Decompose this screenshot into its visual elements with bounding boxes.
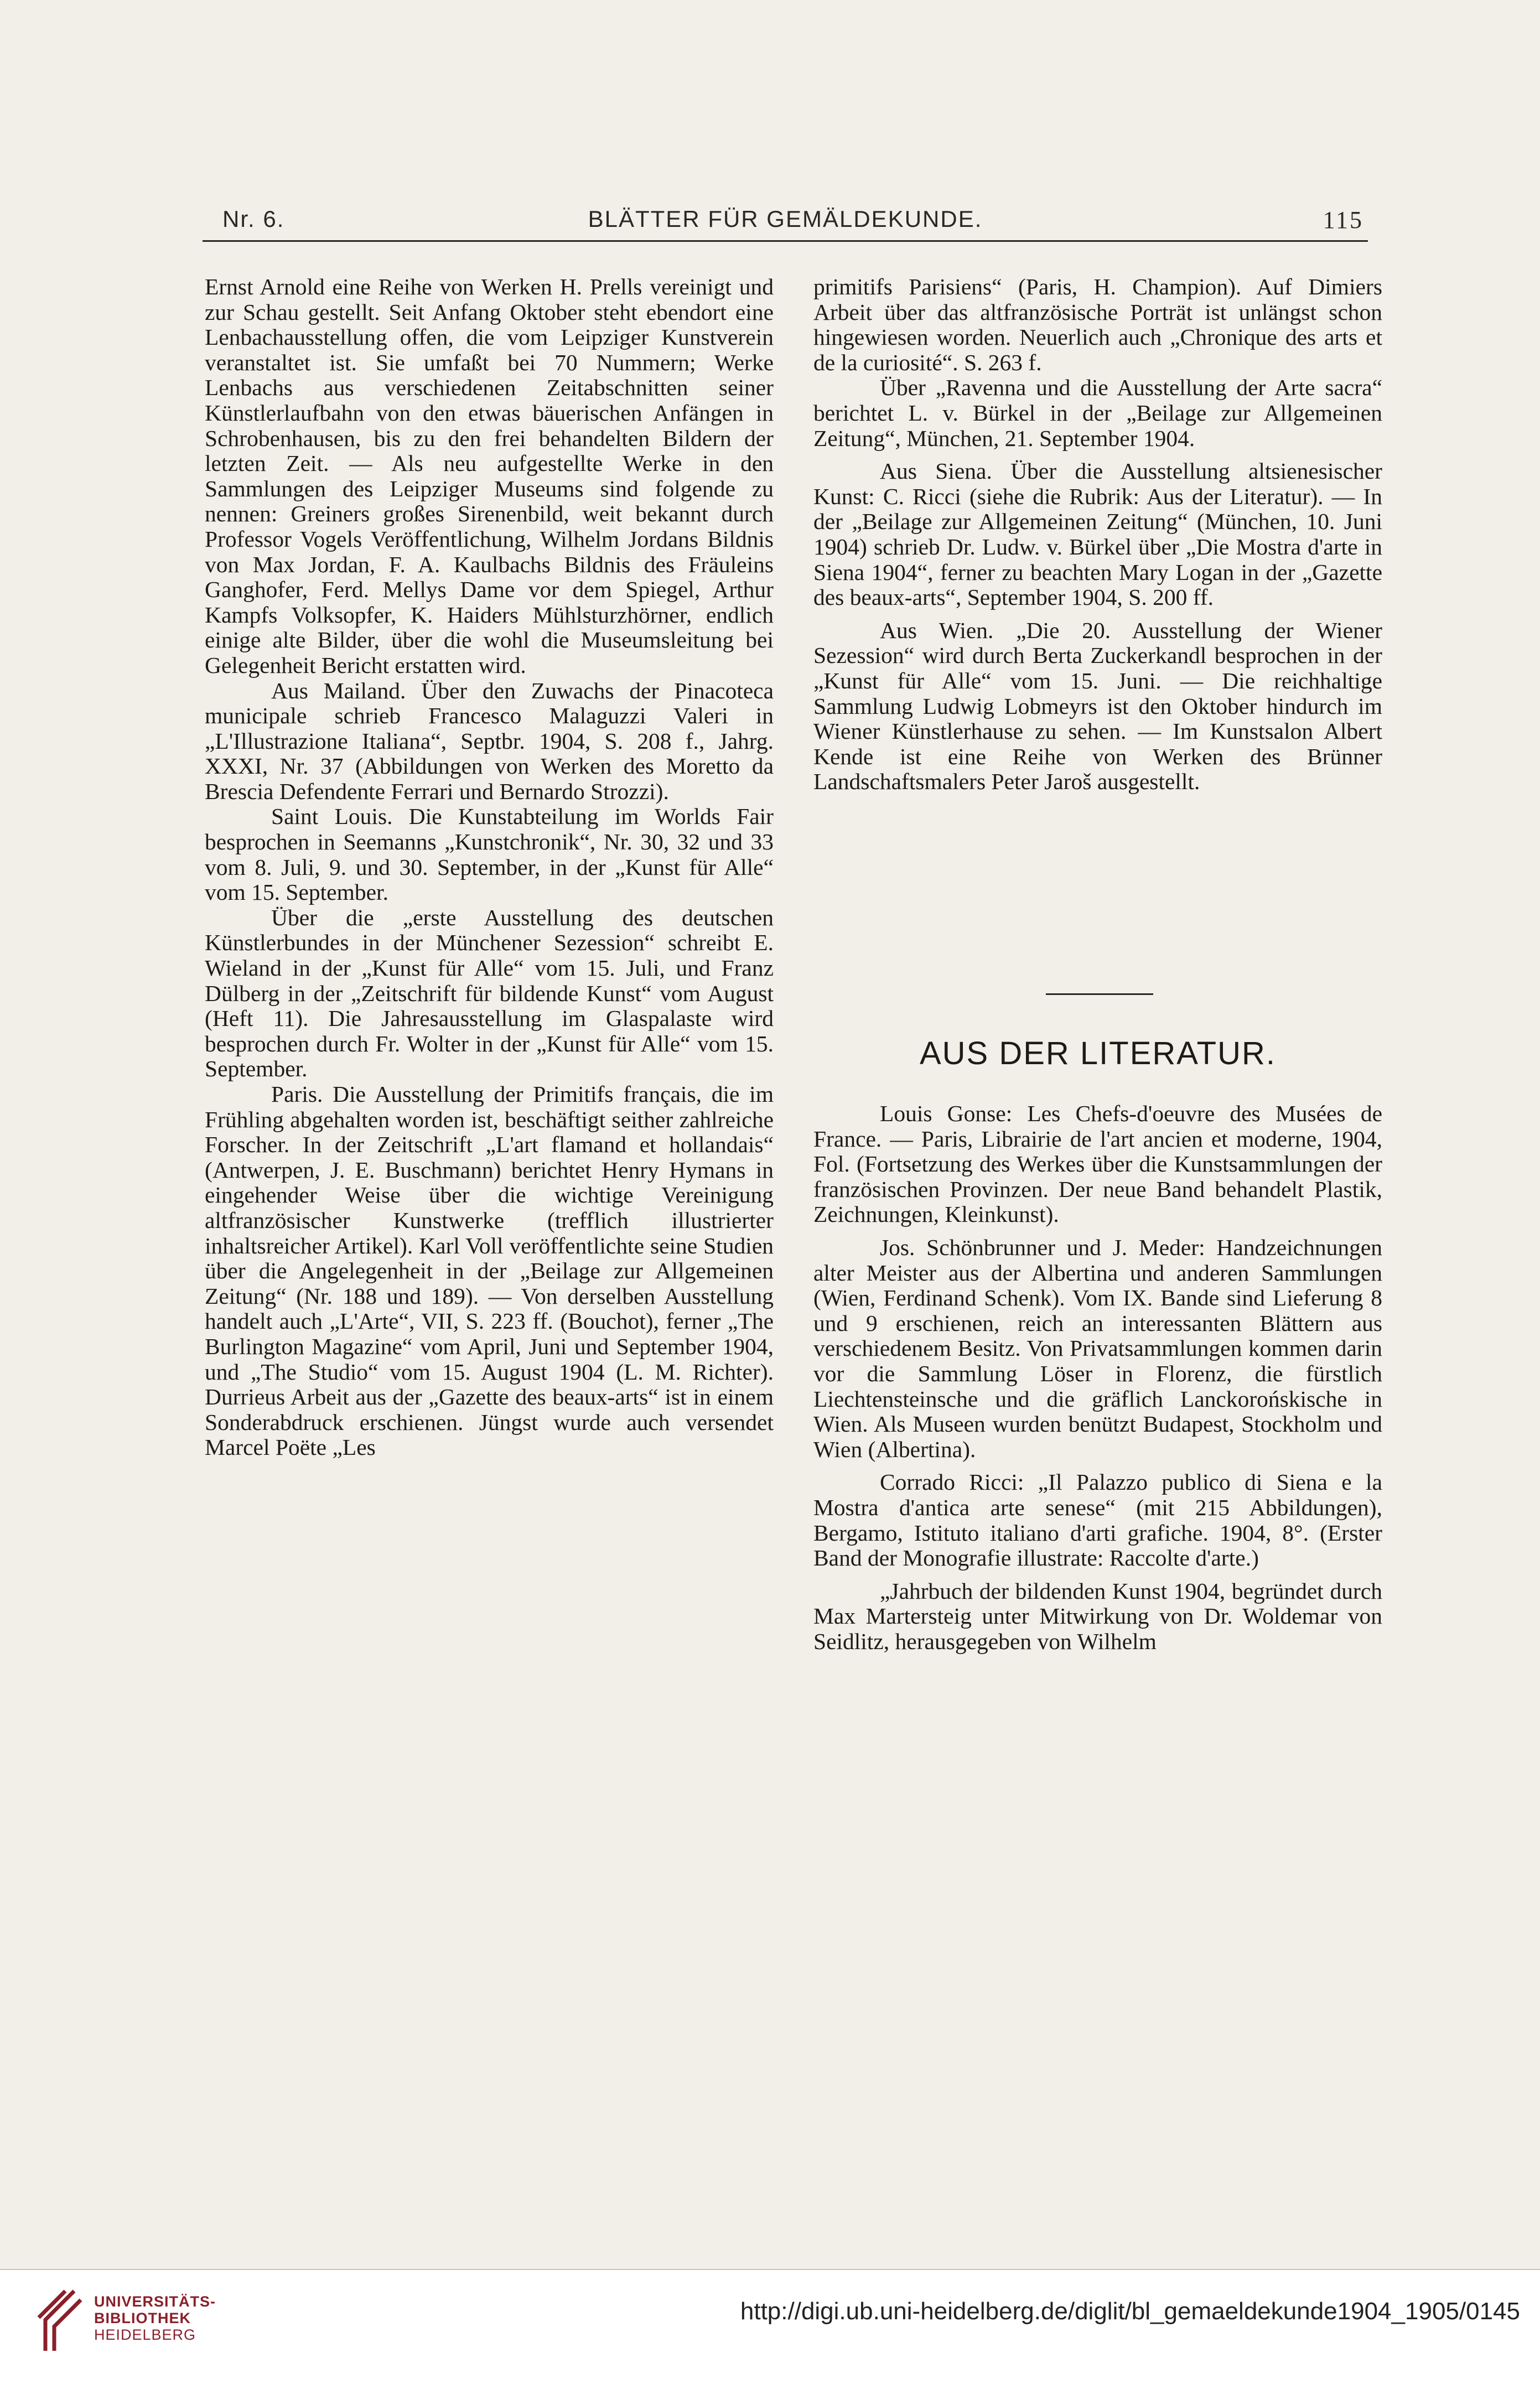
left-column: [205, 274, 774, 1460]
journal-title: BLÄTTER FÜR GEMÄLDEKUNDE.: [588, 206, 983, 232]
literature-entry: Corrado Ricci: „Il Palazzo publico di Siena e la Mostra d'antica arte senese“ (mit 215 Abbildungen), Bergamo, Istituto italiano d'arti grafiche. 1904, 8°. (Erster Band der Monografie illustrate: Raccolte d'arte.): [813, 1469, 1382, 1571]
literature-entry: Louis Gonse: Les Chefs-d'oeuvre des Musées de France. — Paris, Librairie de l'art ancien et moderne, 1904, Fol. (Fortsetzung des Werkes über die Kunstsammlungen der französischen Provinzen. Der neue Band behandelt Plastik, Zeichnungen, Kleinkunst).: [813, 1101, 1382, 1227]
paragraph: Paris. Die Ausstellung der Primitifs français, die im Frühling abgehalten worden ist, beschäftigt seither zahlreiche Forscher. In der Zeitschrift „L'art flamand et hollandais“ (Antwerpen, J. E. Buschmann) berichtet Henry Hymans in eingehender Weise über die wichtige Vereinigung altfranzösischer Kunstwerke (trefflich illustrierter inhaltsreicher Artikel). Karl Voll veröffentlichte seine Studien über die Angelegenheit in der „Beilage zur Allgemeinen Zeitung“ (Nr. 188 und 189). — Von derselben Ausstellung handelt auch „L'Arte“, VII, S. 223 ff. (Bouchot), ferner „The Burlington Magazine“ vom April, Juni und September 1904, und „The Studio“ vom 15. August 1904 (L. M. Richter). Durrieus Arbeit aus der „Gazette des beaux-arts“ ist in einem Sonderabdruck erschienen. Jüngst wurde auch versendet Marcel Poëte „Les: [205, 1081, 774, 1460]
footer-bar: [0, 2270, 1540, 2384]
library-logo-icon: [35, 2288, 83, 2354]
literature-column: [813, 1101, 1382, 1654]
paragraph: Aus Siena. Über die Ausstellung altsienesischer Kunst: C. Ricci (siehe die Rubrik: Aus der Literatur). — In der „Beilage zur Allgemeinen Zeitung“ (München, 10. Juni 1904) schrieb Dr. Ludw. v. Bürkel über „Die Mostra d'arte in Siena 1904“, ferner zu beachten Mary Logan in der „Gazette des beaux-arts“, September 1904, S. 200 ff.: [813, 458, 1382, 610]
institution-name: [94, 2293, 216, 2343]
permalink-url[interactable]: http://digi.ub.uni-heidelberg.de/diglit/bl_gemaeldekunde1904_1905/0145: [740, 2298, 1520, 2325]
literature-entry: Jos. Schönbrunner und J. Meder: Handzeichnungen alter Meister aus der Albertina und anderen Sammlungen (Wien, Ferdinand Schenk). Vom IX. Bande sind Lieferung 8 und 9 erschienen, reich an interessanten Blättern aus verschiedenem Besitz. Von Privatsammlungen kommen darin vor die Sammlung Löser in Florenz, die fürstlich Liechtensteinsche und die gräflich Lanckorońskische in Wien. Als Museen wurden benützt Budapest, Stockholm und Wien (Albertina).: [813, 1234, 1382, 1462]
institution-line: HEIDELBERG: [94, 2326, 196, 2343]
header-rule: [203, 240, 1368, 242]
running-header: [203, 206, 1368, 242]
section-divider: [1046, 993, 1153, 995]
institution-line: BIBLIOTHEK: [94, 2310, 191, 2326]
paragraph: Ernst Arnold eine Reihe von Werken H. Prells vereinigt und zur Schau gestellt. Seit Anfang Oktober steht ebendort eine Lenbachausstellung offen, die vom Leipziger Kunstverein veranstaltet ist. Sie umfaßt bei 70 Nummern; Werke Lenbachs aus verschiedenen Zeitabschnitten seiner Künstlerlaufbahn von den etwas bäuerischen Anfängen in Schrobenhausen, bis zu den frei behandelten Bildern der letzten Zeit. — Als neu aufgestellte Werke in den Sammlungen des Leipziger Museums sind folgende zu nennen: Greiners großes Sirenenbild, weit bekannt durch Professor Vogels Veröffentlichung, Wilhelm Jordans Bildnis von Max Jordan, F. A. Kaulbachs Bildnis des Fräuleins Ganghofer, Ferd. Mellys Dame vor dem Spiegel, Arthur Kampfs Volksopfer, K. Haiders Mühlsturzhörner, endlich einige alte Bilder, über die wohl die Museumsleitung bei Gelegenheit Bericht erstatten wird.: [205, 274, 774, 678]
literature-entry: „Jahrbuch der bildenden Kunst 1904, begründet durch Max Martersteig unter Mitwirkung von Dr. Woldemar von Seidlitz, herausgegeben von Wilhelm: [813, 1578, 1382, 1654]
paragraph: Saint Louis. Die Kunstabteilung im Worlds Fair besprochen in Seemanns „Kunstchronik“, Nr. 30, 32 und 33 vom 8. Juli, 9. und 30. September, in der „Kunst für Alle“ vom 15. September.: [205, 804, 774, 905]
institution-line: UNIVERSITÄTS-: [94, 2293, 216, 2310]
right-column: [813, 274, 1382, 795]
issue-number: Nr. 6.: [222, 206, 285, 232]
paragraph: Über die „erste Ausstellung des deutschen Künstlerbundes in der Münchener Sezession“ schreibt E. Wieland in der „Kunst für Alle“ vom 15. Juli, und Franz Dülberg in der „Zeitschrift für bildende Kunst“ vom August (Heft 11). Die Jahresausstellung im Glaspalaste wird besprochen durch Fr. Wolter in der „Kunst für Alle“ vom 15. September.: [205, 904, 774, 1082]
paragraph: Aus Mailand. Über den Zuwachs der Pinacoteca municipale schrieb Francesco Malaguzzi Valeri in „L'Illustrazione Italiana“, Septbr. 1904, S. 208 f., Jahrg. XXXI, Nr. 37 (Abbildungen von Werken des Moretto da Brescia Defendente Ferrari und Bernardo Strozzi).: [205, 677, 774, 804]
page-number: 115: [1323, 206, 1363, 234]
section-heading: AUS DER LITERATUR.: [919, 1035, 1276, 1071]
paragraph: primitifs Parisiens“ (Paris, H. Champion). Auf Dimiers Arbeit über das altfranzösische Porträt ist unlängst schon hingewiesen worden. Neuerlich auch „Chronique des arts et de la curiosité“. S. 263 f.: [813, 274, 1382, 375]
paragraph: Über „Ravenna und die Ausstellung der Arte sacra“ berichtet L. v. Bürkel in der „Beilage zur Allgemeinen Zeitung“, München, 21. September 1904.: [813, 375, 1382, 451]
paragraph: Aus Wien. „Die 20. Ausstellung der Wiener Sezession“ wird durch Berta Zuckerkandl besprochen in der „Kunst für Alle“ vom 15. Juni. — Die reichhaltige Sammlung Ludwig Lobmeyrs ist den Oktober hindurch im Wiener Künstlerhause zu sehen. — Im Kunstsalon Albert Kende ist eine Reihe von Werken des Brünner Landschaftsmalers Peter Jaroš ausgestellt.: [813, 617, 1382, 795]
